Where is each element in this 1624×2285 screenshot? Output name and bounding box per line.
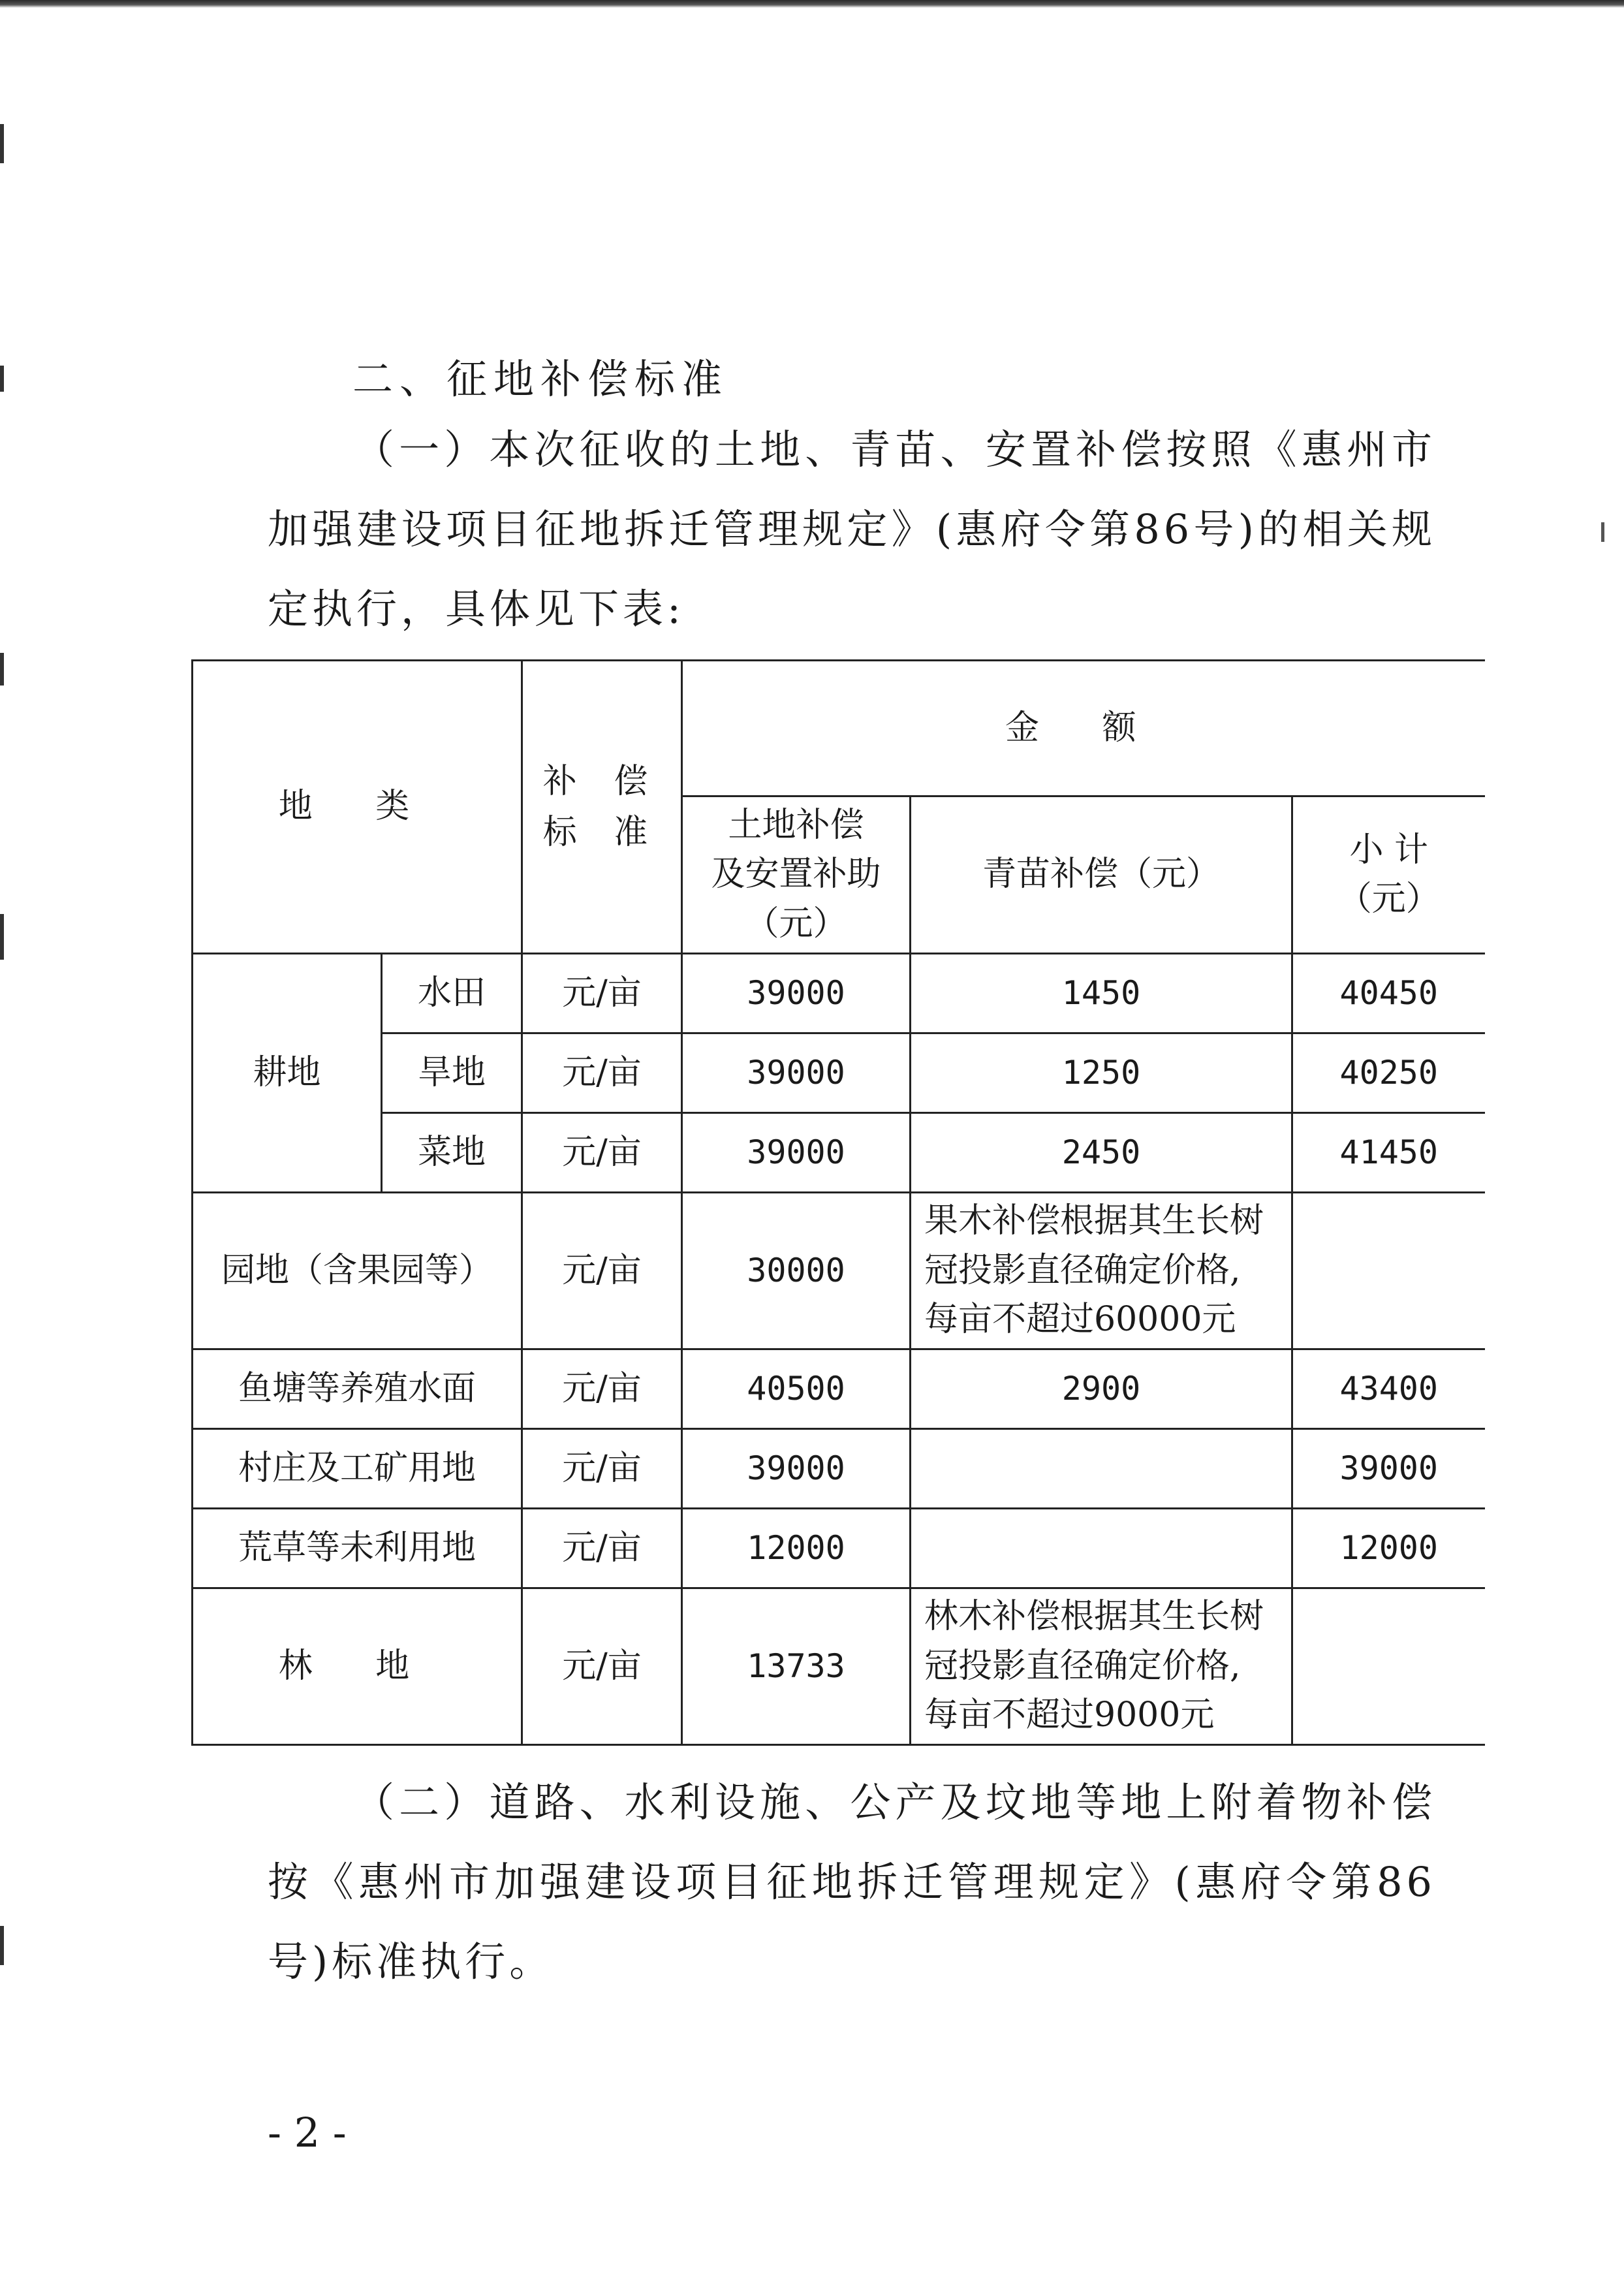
- land-type: 菜地: [382, 1113, 522, 1193]
- subtotal: 43400: [1292, 1349, 1485, 1429]
- unit: 元/亩: [522, 954, 682, 1033]
- compensation-table: [191, 659, 1485, 1746]
- section-heading: 二、征地补偿标准: [352, 355, 729, 403]
- crop-compensation: [911, 1429, 1292, 1509]
- unit: 元/亩: [522, 1588, 682, 1745]
- land-type: 荒草等未利用地: [193, 1509, 522, 1588]
- scan-margin-mark: [0, 914, 4, 960]
- table-header-row: [193, 661, 1485, 796]
- unit: 元/亩: [522, 1509, 682, 1588]
- table-row: [193, 1033, 1485, 1113]
- subtotal: [1292, 1193, 1485, 1349]
- scan-margin-mark: [0, 1926, 4, 1965]
- table-row: [193, 1113, 1485, 1193]
- subtotal: 39000: [1292, 1429, 1485, 1509]
- scan-margin-mark: [0, 653, 4, 685]
- land-compensation: 39000: [682, 1429, 911, 1509]
- unit: 元/亩: [522, 1349, 682, 1429]
- subtotal: 12000: [1292, 1509, 1485, 1588]
- table-row: [193, 1509, 1485, 1588]
- land-type: 鱼塘等养殖水面: [193, 1349, 522, 1429]
- land-type: 旱地: [382, 1033, 522, 1113]
- unit: 元/亩: [522, 1113, 682, 1193]
- table-row: [193, 954, 1485, 1033]
- paragraph-2: （二）道路、水利设施、公产及坟地等地上附着物补偿按《惠州市加强建设项目征地拆迁管理规定》(惠府令第86号)标准执行。: [268, 1778, 1436, 1985]
- land-compensation: 13733: [682, 1588, 911, 1745]
- land-compensation: 30000: [682, 1193, 911, 1349]
- paragraph-1: （一）本次征收的土地、青苗、安置补偿按照《惠州市加强建设项目征地拆迁管理规定》(惠府令第86号)的相关规定执行，具体见下表:: [268, 426, 1436, 633]
- crop-compensation-note: 林木补偿根据其生长树 冠投影直径确定价格, 每亩不超过9000元: [911, 1588, 1292, 1745]
- unit: 元/亩: [522, 1033, 682, 1113]
- subtotal: [1292, 1588, 1485, 1745]
- land-type: 林 地: [193, 1588, 522, 1745]
- land-type: 园地（含果园等）: [193, 1193, 522, 1349]
- unit: 元/亩: [522, 1193, 682, 1349]
- header-amount: 金 额: [682, 661, 1485, 796]
- land-compensation: 12000: [682, 1509, 911, 1588]
- crop-compensation: 2450: [911, 1113, 1292, 1193]
- subtotal: 40450: [1292, 954, 1485, 1033]
- crop-compensation: 1250: [911, 1033, 1292, 1113]
- land-compensation: 39000: [682, 1033, 911, 1113]
- land-compensation: 39000: [682, 954, 911, 1033]
- table-row: [193, 1193, 1485, 1349]
- table-row: [193, 1429, 1485, 1509]
- table-row: [193, 1588, 1485, 1745]
- unit: 元/亩: [522, 1429, 682, 1509]
- scan-margin-mark: [0, 366, 4, 392]
- crop-compensation-note: 果木补偿根据其生长树 冠投影直径确定价格, 每亩不超过60000元: [911, 1193, 1292, 1349]
- header-subtotal: 小 计 （元）: [1292, 796, 1485, 954]
- crop-compensation: [911, 1509, 1292, 1588]
- header-land-compensation: 土地补偿 及安置补助 （元）: [682, 796, 911, 954]
- header-standard: 补 偿 标 准: [522, 661, 682, 954]
- group-farmland: 耕地: [193, 954, 382, 1193]
- scan-margin-mark: [1601, 522, 1604, 542]
- page-number: - 2 -: [268, 2109, 347, 2156]
- land-compensation: 39000: [682, 1113, 911, 1193]
- land-compensation: 40500: [682, 1349, 911, 1429]
- land-type: 村庄及工矿用地: [193, 1429, 522, 1509]
- scan-margin-mark: [0, 124, 4, 163]
- scan-top-border: [0, 0, 1624, 8]
- crop-compensation: 1450: [911, 954, 1292, 1033]
- table-row: [193, 1349, 1485, 1429]
- header-crop-compensation: 青苗补偿（元）: [911, 796, 1292, 954]
- subtotal: 40250: [1292, 1033, 1485, 1113]
- land-type: 水田: [382, 954, 522, 1033]
- subtotal: 41450: [1292, 1113, 1485, 1193]
- crop-compensation: 2900: [911, 1349, 1292, 1429]
- header-land-type: 地 类: [193, 661, 522, 954]
